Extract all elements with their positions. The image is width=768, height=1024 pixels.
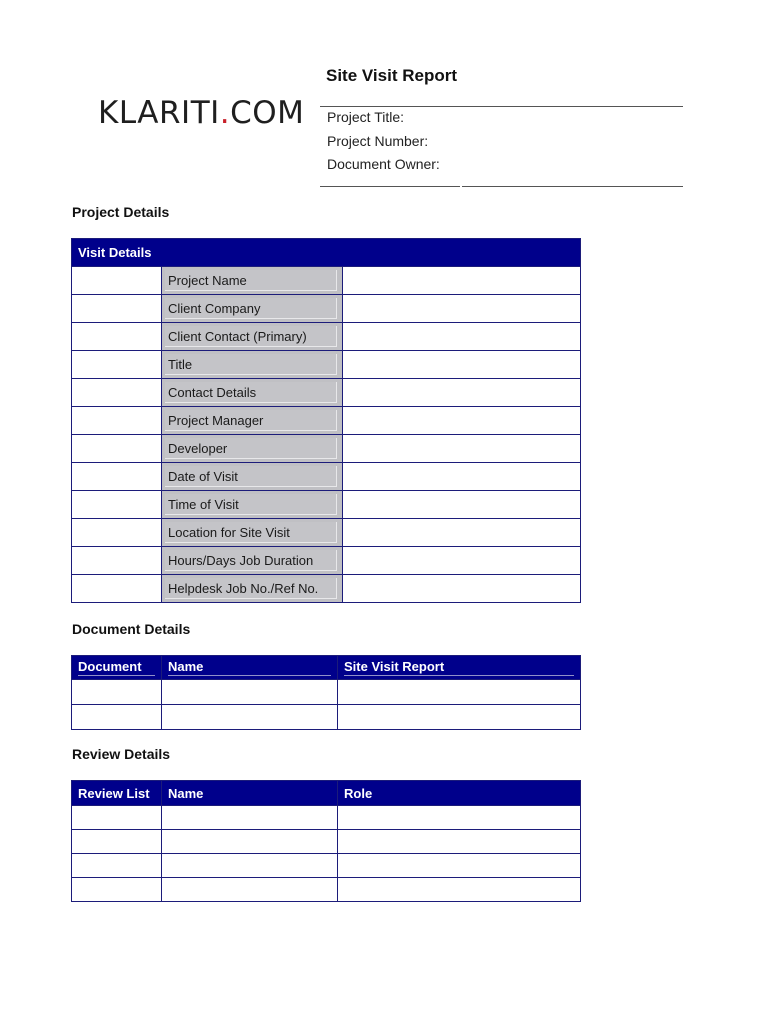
- visit-row-value-cell[interactable]: [343, 351, 581, 379]
- visit-row-label-cell: [162, 295, 343, 323]
- review-table-body: [72, 806, 581, 902]
- visit-row-label-cell: [162, 547, 343, 575]
- visit-row-label-cell: [162, 575, 343, 603]
- review-table-row: [72, 878, 581, 902]
- review-table-row-cell[interactable]: [162, 806, 338, 830]
- document-header-cell: Document: [72, 656, 162, 680]
- visit-row-blank-cell[interactable]: [72, 463, 162, 491]
- review-list-header-cell: Review List: [72, 781, 162, 806]
- visit-row-value-cell[interactable]: [343, 435, 581, 463]
- visit-row-label-cell: [162, 267, 343, 295]
- visit-row-label: Developer: [165, 438, 337, 459]
- visit-row-value-cell[interactable]: [343, 295, 581, 323]
- visit-row-value-cell[interactable]: [343, 519, 581, 547]
- visit-row-blank-cell[interactable]: [72, 491, 162, 519]
- visit-row-value-cell[interactable]: [343, 323, 581, 351]
- visit-row-label-cell: [162, 351, 343, 379]
- document-table-row-cell[interactable]: [72, 705, 162, 730]
- header-top-rule: [320, 106, 683, 107]
- visit-details-row: [72, 463, 581, 491]
- role-header-cell: Role: [338, 781, 581, 806]
- review-table-row-cell[interactable]: [72, 806, 162, 830]
- visit-details-row: [72, 547, 581, 575]
- document-owner-label: Document Owner:: [327, 156, 440, 172]
- visit-row-blank-cell[interactable]: [72, 267, 162, 295]
- visit-row-label: Contact Details: [165, 382, 337, 403]
- visit-row-value-cell[interactable]: [343, 547, 581, 575]
- review-table-row: [72, 854, 581, 878]
- visit-row-label-cell: [162, 491, 343, 519]
- visit-details-row: [72, 407, 581, 435]
- visit-row-blank-cell[interactable]: [72, 547, 162, 575]
- review-table-header-row: [72, 781, 581, 806]
- visit-details-row: [72, 491, 581, 519]
- visit-row-label-cell: [162, 407, 343, 435]
- company-logo: [98, 95, 305, 131]
- visit-row-blank-cell[interactable]: [72, 323, 162, 351]
- review-table-row-cell[interactable]: [162, 878, 338, 902]
- document-table-body: [72, 680, 581, 730]
- visit-details-header-row: [72, 239, 581, 267]
- visit-row-label: Project Manager: [165, 410, 337, 431]
- visit-row-value-cell[interactable]: [343, 407, 581, 435]
- visit-details-row: [72, 519, 581, 547]
- visit-row-label-cell: [162, 519, 343, 547]
- visit-row-value-cell[interactable]: [343, 267, 581, 295]
- visit-row-blank-cell[interactable]: [72, 351, 162, 379]
- review-name-header-cell: Name: [162, 781, 338, 806]
- logo-text-left: KLARITI: [98, 95, 220, 131]
- review-table-row: [72, 806, 581, 830]
- section-title-project-details: Project Details: [72, 204, 170, 220]
- review-table-row-cell[interactable]: [162, 830, 338, 854]
- document-table-row: [72, 680, 581, 705]
- visit-row-blank-cell[interactable]: [72, 435, 162, 463]
- visit-row-label-cell: [162, 323, 343, 351]
- visit-row-blank-cell[interactable]: [72, 575, 162, 603]
- visit-row-value-cell[interactable]: [343, 463, 581, 491]
- logo-dot: .: [219, 95, 231, 131]
- visit-details-row: [72, 351, 581, 379]
- visit-row-label: Helpdesk Job No./Ref No.: [165, 578, 337, 599]
- review-table-row-cell[interactable]: [72, 854, 162, 878]
- review-table-row: [72, 830, 581, 854]
- review-table-row-cell[interactable]: [72, 830, 162, 854]
- visit-row-value-cell[interactable]: [343, 491, 581, 519]
- visit-details-row: [72, 323, 581, 351]
- review-table-row-cell[interactable]: [338, 878, 581, 902]
- document-table-row: [72, 705, 581, 730]
- document-table-row-cell[interactable]: [338, 705, 581, 730]
- document-details-table: [71, 655, 581, 730]
- document-table-row-cell[interactable]: [72, 680, 162, 705]
- project-number-label: Project Number:: [327, 133, 429, 149]
- review-table-row-cell[interactable]: [72, 878, 162, 902]
- document-table-row-cell[interactable]: [338, 680, 581, 705]
- section-title-review-details: Review Details: [72, 746, 171, 762]
- visit-row-label: Client Contact (Primary): [165, 326, 337, 347]
- visit-row-label: Project Name: [165, 270, 337, 291]
- visit-details-row: [72, 379, 581, 407]
- visit-details-row: [72, 435, 581, 463]
- review-table-row-cell[interactable]: [162, 854, 338, 878]
- review-table-row-cell[interactable]: [338, 854, 581, 878]
- visit-row-blank-cell[interactable]: [72, 407, 162, 435]
- project-title-label: Project Title:: [327, 109, 405, 125]
- visit-row-label: Date of Visit: [165, 466, 337, 487]
- visit-row-label: Hours/Days Job Duration: [165, 550, 337, 571]
- section-title-document-details: Document Details: [72, 621, 191, 637]
- review-details-table: [71, 780, 581, 902]
- review-table-row-cell[interactable]: [338, 830, 581, 854]
- visit-row-blank-cell[interactable]: [72, 379, 162, 407]
- visit-row-label-cell: [162, 435, 343, 463]
- visit-details-row: [72, 267, 581, 295]
- document-table-row-cell[interactable]: [162, 705, 338, 730]
- visit-details-title: Visit Details: [72, 239, 581, 267]
- visit-row-label: Title: [165, 354, 337, 375]
- visit-details-body: [72, 267, 581, 603]
- visit-details-row: [72, 295, 581, 323]
- logo-text-right: COM: [230, 95, 305, 131]
- name-header-cell: Name: [162, 656, 338, 680]
- visit-row-label: Client Company: [165, 298, 337, 319]
- visit-row-value-cell[interactable]: [343, 575, 581, 603]
- visit-row-value-cell[interactable]: [343, 379, 581, 407]
- visit-row-blank-cell[interactable]: [72, 519, 162, 547]
- site-visit-report-header-cell: Site Visit Report: [338, 656, 581, 680]
- document-table-row-cell[interactable]: [162, 680, 338, 705]
- report-title: Site Visit Report: [326, 66, 457, 85]
- visit-row-label: Time of Visit: [165, 494, 337, 515]
- visit-row-label-cell: [162, 463, 343, 491]
- review-table-row-cell[interactable]: [338, 806, 581, 830]
- visit-details-table: [71, 238, 581, 603]
- visit-row-label-cell: [162, 379, 343, 407]
- document-table-header-row: [72, 656, 581, 680]
- header-bottom-rule: [320, 186, 683, 187]
- visit-row-blank-cell[interactable]: [72, 295, 162, 323]
- visit-details-row: [72, 575, 581, 603]
- visit-row-label: Location for Site Visit: [165, 522, 337, 543]
